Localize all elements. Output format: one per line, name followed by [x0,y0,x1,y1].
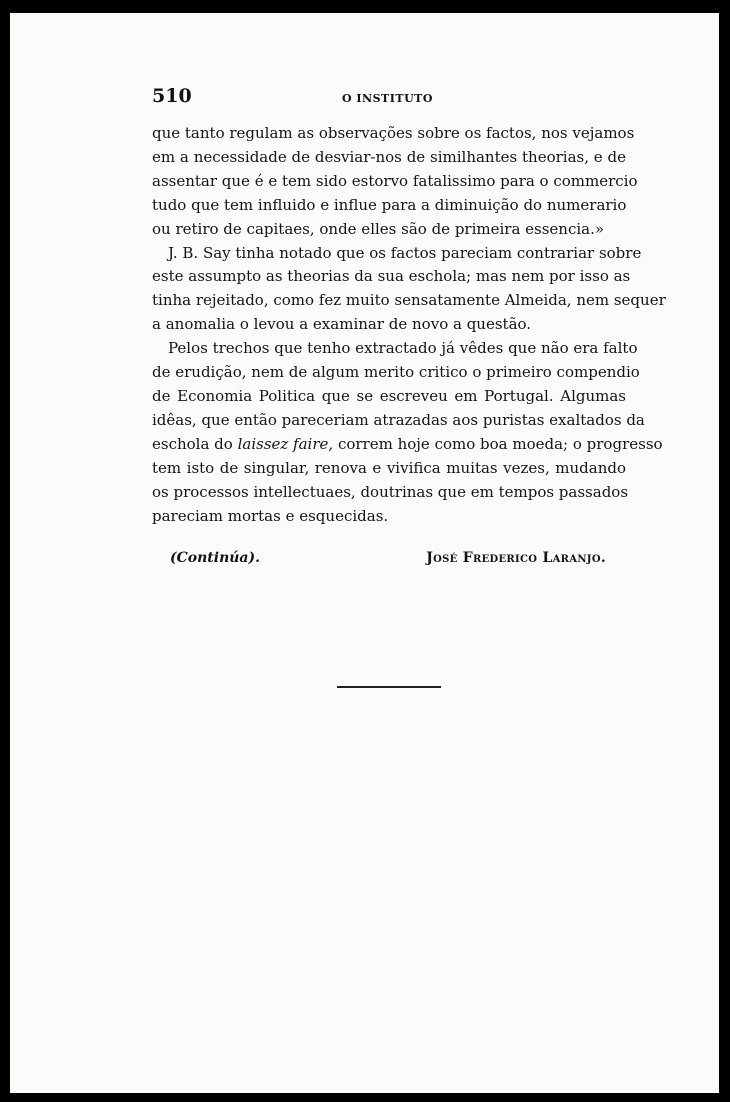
signature-row [170,550,606,566]
text-line: idêas, que então pareceriam atrazadas aos puristas exaltados da [152,410,645,429]
body-text [152,122,666,528]
text-line: este assumpto as theorias da sua eschola; mas nem por isso as [152,267,631,286]
text-line-with-italic [152,433,663,457]
text-line: de erudição, nem de algum merito critico o primeiro compendio [152,363,640,382]
italic-phrase: laissez faire, [237,434,334,453]
continua-note: (Continúa). [170,550,260,566]
text-line: em a necessidade de desviar-nos de similhantes theorias, e de [152,147,626,166]
text-line: de Economia Politica que se escreveu em Portugal. Algumas [152,386,626,405]
text-segment: eschola do [152,434,238,453]
text-line: ou retiro de capitaes, onde elles são de primeira essencia.» [152,219,605,238]
page-number: 510 [152,85,192,107]
text-line: J. B. Say tinha notado que os factos pareciam contrariar sobre [168,243,642,262]
paragraph-1 [152,122,638,242]
paragraph-3 [152,337,663,528]
text-segment: correm hoje como boa moeda; o progresso [333,434,663,453]
text-line: Pelos trechos que tenho extractado já vêdes que não era falto [168,339,638,358]
text-line: assentar que é e tem sido estorvo fatalissimo para o commercio [152,171,638,190]
paragraph-2 [152,242,666,338]
document-page [10,13,719,1093]
author-name: José Frederico Laranjo. [426,550,606,566]
text-line: tudo que tem influido e influe para a diminuição do numerario [152,195,627,214]
text-line: tinha rejeitado, como fez muito sensatamente Almeida, nem sequer [152,291,666,310]
text-line: os processos intellectuaes, doutrinas que em tempos passados [152,482,629,501]
section-divider [337,686,441,688]
text-line: a anomalia o levou a examinar de novo a questão. [152,315,532,334]
text-line: tem isto de singular, renova e vivifica muitas vezes, mudando [152,458,626,477]
text-line: pareciam mortas e esquecidas. [152,506,389,525]
running-head: O INSTITUTO [342,92,433,105]
text-line: que tanto regulam as observações sobre os factos, nos vejamos [152,124,635,142]
